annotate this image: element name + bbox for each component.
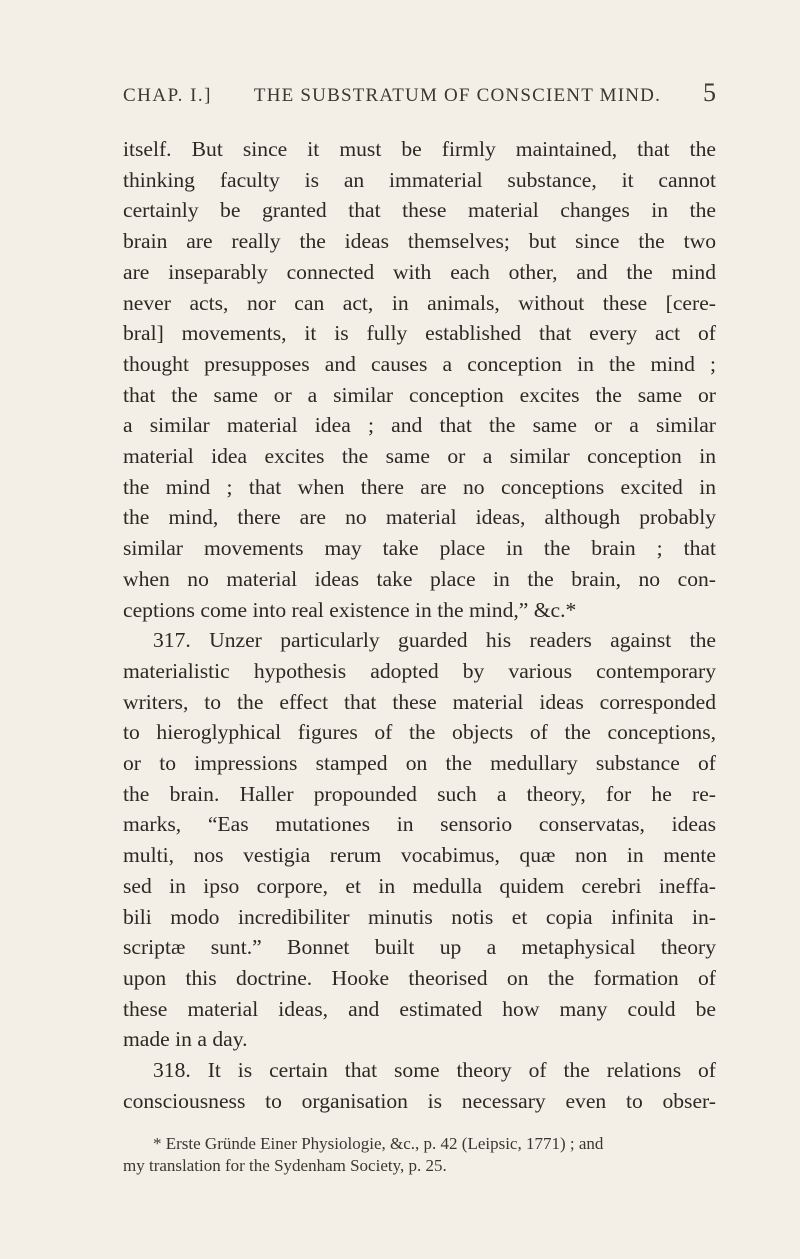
text-line: upon this doctrine. Hooke theorised on the formation of <box>123 965 716 990</box>
text-line: made in a day. <box>123 1027 248 1052</box>
text-line: 317. Unzer particularly guarded his readers against the <box>153 628 716 653</box>
text-line: the brain. Haller propounded such a theory, for he re- <box>123 781 716 806</box>
text-line: the mind ; that when there are no conceptions excited in <box>123 474 716 499</box>
text-line: the mind, there are no material ideas, although probably <box>123 505 716 530</box>
text-line: scriptæ sunt.” Bonnet built up a metaphysical theory <box>123 935 716 960</box>
text-line: or to impressions stamped on the medullary substance of <box>123 751 716 776</box>
text-line: these material ideas, and estimated how many could be <box>123 996 716 1021</box>
text-line: materialistic hypothesis adopted by various contemporary <box>123 658 716 683</box>
chapter-label: CHAP. I.] <box>123 85 212 106</box>
footnote-line: * Erste Gründe Einer Physiologie, &c., p. 42 (Leipsic, 1771) ; and <box>153 1133 604 1153</box>
running-head <box>123 78 716 108</box>
text-line: thought presupposes and causes a conception in the mind ; <box>123 351 716 376</box>
text-line: thinking faculty is an immaterial substance, it cannot <box>123 167 716 192</box>
running-title: THE SUBSTRATUM OF CONSCIENT MIND. <box>253 85 662 106</box>
text-line: itself. But since it must be firmly maintained, that the <box>123 137 716 161</box>
text-line: multi, nos vestigia rerum vocabimus, quæ non in mente <box>123 843 716 868</box>
text-line: material idea excites the same or a similar conception in <box>123 444 716 469</box>
body-text <box>123 134 716 1117</box>
footnote <box>123 1133 716 1177</box>
text-line: ceptions come into real existence in the mind,” &c.* <box>123 597 577 622</box>
text-line: to hieroglyphical figures of the objects of the conceptions, <box>123 720 716 745</box>
text-line: bili modo incredibiliter minutis notis et copia infinita in- <box>123 904 716 929</box>
text-line: bral] movements, it is fully established that every act of <box>123 321 716 346</box>
text-line: a similar material idea ; and that the same or a similar <box>123 413 716 438</box>
text-line: never acts, nor can act, in animals, without these [cere- <box>123 290 716 315</box>
text-line: writers, to the effect that these material ideas corresponded <box>123 689 716 714</box>
footnote-line: my translation for the Sydenham Society, p. 25. <box>123 1155 447 1175</box>
text-line: similar movements may take place in the brain ; that <box>123 536 716 561</box>
text-line: are inseparably connected with each other, and the mind <box>123 259 716 284</box>
text-line: consciousness to organisation is necessary even to obser- <box>123 1088 716 1113</box>
text-line: marks, “Eas mutationes in sensorio conservatas, ideas <box>123 812 716 837</box>
text-line: brain are really the ideas themselves; but since the two <box>123 229 716 254</box>
text-line: 318. It is certain that some theory of the relations of <box>153 1058 716 1083</box>
text-line: when no material ideas take place in the brain, no con- <box>123 566 716 591</box>
text-line: certainly be granted that these material changes in the <box>123 198 716 223</box>
text-line: that the same or a similar conception excites the same or <box>123 382 716 407</box>
page-number: 5 <box>703 78 716 107</box>
text-line: sed in ipso corpore, et in medulla quidem cerebri ineffa- <box>123 873 716 898</box>
